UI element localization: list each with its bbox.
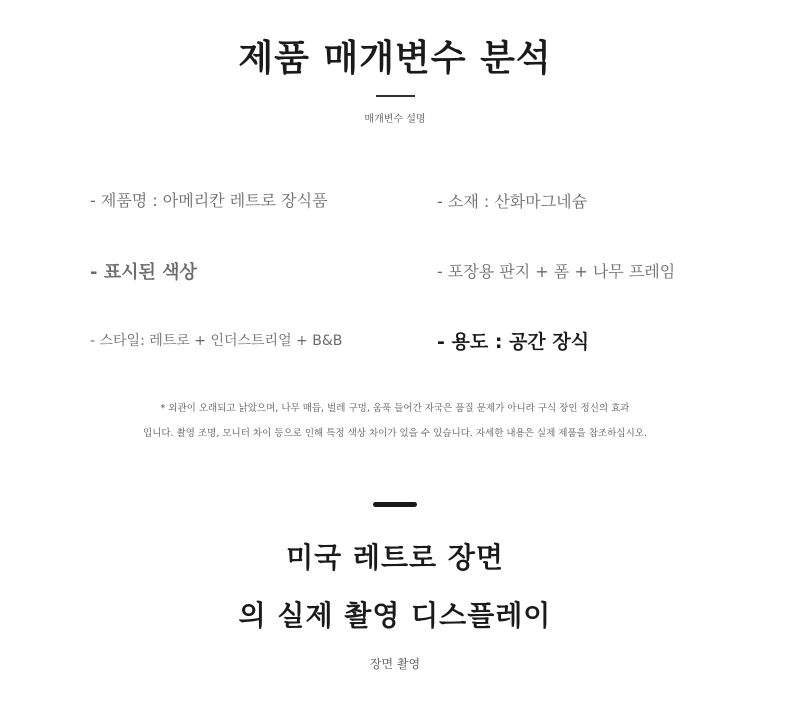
notice-line-1: * 외관이 오래되고 낡았으며, 나무 매듭, 벌레 구멍, 움푹 들어간 자국은 품질 문제가 아니라 구식 장인 정신의 효과 bbox=[160, 403, 630, 414]
notice-line-2: 입니다. 촬영 조명, 모니터 차이 등으로 인해 특정 색상 차이가 있을 수 있습니다. 자세한 내용은 실제 제품을 참조하십시오. bbox=[143, 428, 647, 439]
spec-displayed-color: - 표시된 색상 bbox=[90, 262, 197, 283]
spec-material: - 소재 : 산화마그네슘 bbox=[437, 192, 588, 211]
scene-title-line-1: 미국 레트로 장면 bbox=[286, 541, 504, 574]
scene-caption: 장면 촬영 bbox=[369, 657, 421, 671]
spec-packaging: - 포장용 판지 + 폼 + 나무 프레임 bbox=[437, 262, 676, 281]
section-caption: 매개변수 설명 bbox=[364, 114, 426, 125]
spec-product-name: - 제품명 : 아메리칸 레트로 장식품 bbox=[90, 191, 328, 210]
title-divider bbox=[376, 95, 415, 97]
spec-style: - 스타일: 레트로 + 인더스트리얼 + B&B bbox=[90, 333, 343, 349]
page-title: 제품 매개변수 분석 bbox=[238, 38, 552, 79]
scene-title-line-2: 의 실제 촬영 디스플레이 bbox=[238, 599, 552, 632]
spec-usage: - 용도 : 공간 장식 bbox=[437, 331, 590, 353]
section-divider-bar bbox=[373, 502, 417, 507]
